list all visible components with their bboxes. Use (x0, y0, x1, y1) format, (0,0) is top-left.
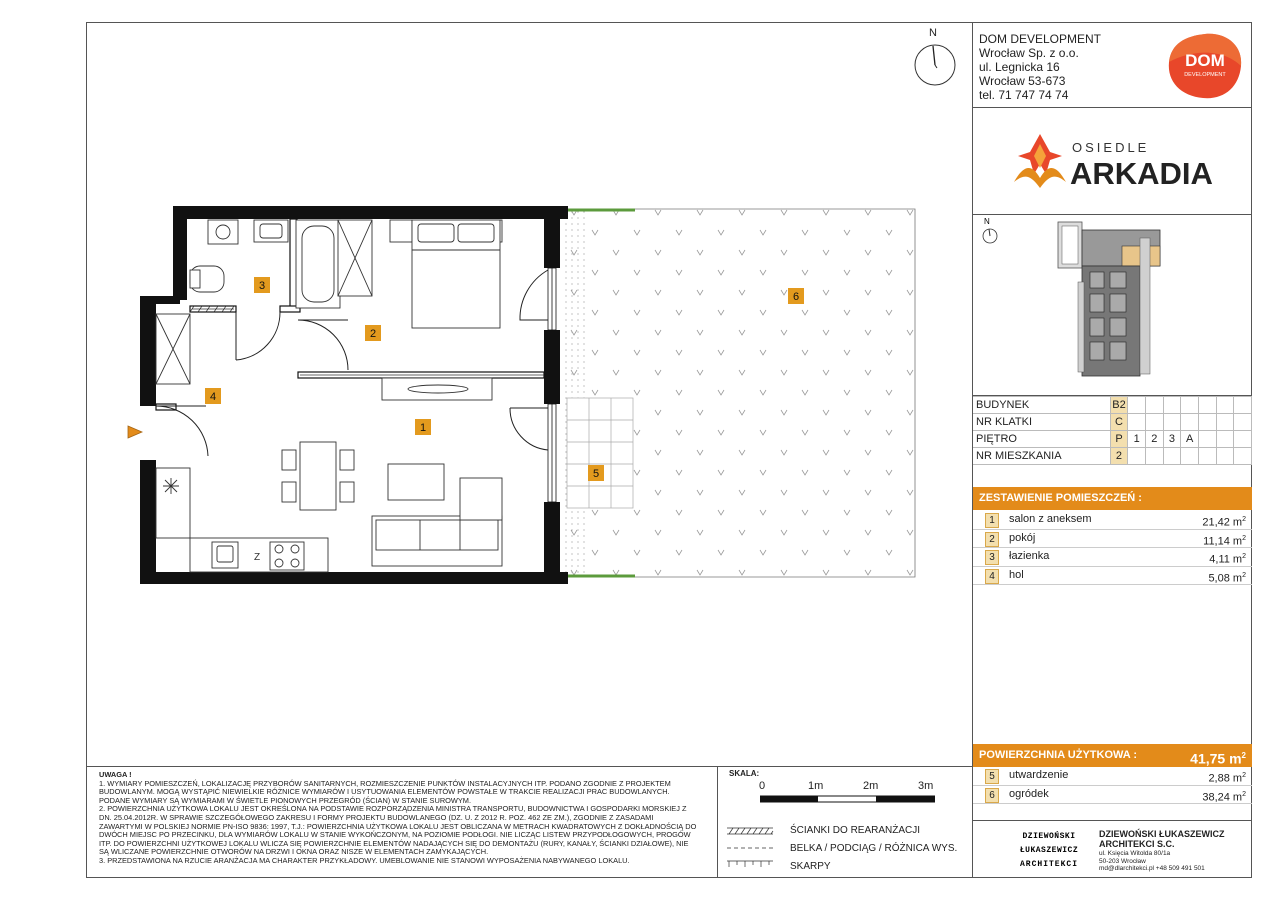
legend-partition: ŚCIANKI DO REARANŻACJI (790, 825, 921, 836)
usable-area-bar (973, 744, 1252, 767)
notes-title: UWAGA ! (99, 770, 132, 779)
rooms-list (973, 511, 1252, 585)
header-divider (972, 107, 1252, 108)
room-row (973, 530, 1252, 549)
svg-text:ARCHITEKCI: ARCHITEKCI (1019, 860, 1079, 869)
floor-option-a: A (1181, 431, 1199, 448)
floor-option-1: 1 (1128, 431, 1146, 448)
hatch-wall-symbol (727, 828, 773, 834)
compass-north-label: N (929, 27, 937, 39)
entrance-arrow-icon (128, 426, 142, 438)
room-label-4-text: 4 (209, 391, 217, 403)
room-number: 4 (985, 569, 999, 584)
room-number: 6 (985, 788, 999, 803)
room-row (973, 548, 1252, 567)
note-1: 1. WYMIARY POMIESZCZEŃ, LOKALIZACJĘ PRZYBORÓW SANITARNYCH, ROZMIESZCZENIE PUNKTÓW INSTALACYJNYCH ITP. PODANO ZGODNIE Z PROJEKTEM BUDOWLANYM. MOGĄ WYSTĄPIĆ NIEWIELKIE RÓŻNICE WYMIARÓW I USYTUOWANIA ELEMENTÓW POWSTAŁE W TRAKCIE REALIZACJI PRAC BUDOWLANYCH. PODANE WYMIARY SĄ WYMIARAMI W ŚWIETLE PIONOWYCH PRZEGRÓD (ŚCIAN) W STANIE SUROWYM. (99, 778, 671, 805)
room-number: 3 (985, 550, 999, 565)
architect-logo (1004, 828, 1094, 870)
dom-logo-subtext: DEVELOPMENT (1184, 72, 1226, 78)
usable-area-label: POWIERZCHNIA UŻYTKOWA : (979, 749, 1138, 761)
terrace-area (567, 398, 633, 508)
apartment-number-label: NR MIESZKANIA (973, 448, 1110, 465)
company-sub: Wrocław Sp. z o.o. (979, 46, 1079, 60)
room-area: 5,08 $m^2$ (1208, 571, 1246, 585)
floor-option-p: P (1110, 431, 1128, 448)
building-value: B2 (1110, 397, 1128, 414)
arkadia-text: ARKADIA (1070, 156, 1213, 191)
room-label-6-text: 6 (792, 291, 800, 303)
apartment-number-row (973, 448, 1252, 465)
note-2: 2. POWIERZCHNIA UŻYTKOWA LOKALU JEST OKREŚLONA NA PODSTAWIE ROZPORZĄDZENIA MINISTRA TRANSPORTU, BUDOWNICTWA I GOSPODARKI MORSKIEJ Z DN. 25.04.2012R. W SPRAWIE SZCZEGÓŁOWEGO ZAKRESU I FORMY PROJEKTU BUDOWLANEGO (DZ. U. Z 2012 R. POZ. 462 ZE ZM.), ZGODNIE Z ZASADAMI ZAWARTYMI W POLSKIEJ NORMIE PN-ISO 9836: 1997, T.J.: POWIERZCHNIA UŻYTKOWA LOKALU JEST OBLICZANA W METRACH KWADRATOWYCH Z DOKŁADNOŚCIĄ DO DWÓCH MIEJSC PO PRZECINKU, DLA WYMIARÓW LOKALU W STANIE WYKOŃCZONYM, NA POZIOMIE PODŁOGI. NIE LICZĄC LISTEW PRZYPODŁOGOWYCH, PROGÓW ITP. DO POWIERZCHNI UŻYTKOWEJ LOKALU WLICZA SIĘ POWIERZCHNIE ELEMENTÓW NADAJĄCYCH SIĘ DO DEMONTAŻU (RURY, KANAŁY, ŚCIANKI DZIAŁOWE), NIE SĄ WLICZANE POWIERZCHNIE OTWORÓW NA DRZWI I OKNA ORAZ NISZE W ELEMENTACH ZAMYKAJĄCYCH. (99, 804, 697, 857)
logo-divider (972, 214, 1252, 215)
room-area: 4,11 $m^2$ (1209, 553, 1246, 566)
dom-development-logo (1165, 30, 1245, 102)
room-label-2-text: 2 (369, 328, 377, 340)
floor-option-3: 3 (1163, 431, 1181, 448)
svg-text:ŁUKASZEWICZ: ŁUKASZEWICZ (1019, 846, 1079, 855)
wardrobe (156, 314, 190, 538)
company-name: DOM DEVELOPMENT (979, 32, 1102, 46)
staircase-label: NR KLATKI (973, 414, 1110, 431)
room-label-5-text: 5 (592, 468, 600, 480)
keyplan-north-label: N (984, 217, 990, 226)
stove-label: Z (254, 552, 261, 563)
scale-tick-2: 2m (863, 780, 879, 792)
fridge-icon (163, 478, 179, 494)
staircase-row (973, 414, 1252, 431)
company-phone: tel. 71 747 74 74 (979, 88, 1069, 102)
extra-areas-list (973, 767, 1252, 804)
room-area: 11,14 $m^2$ (1203, 534, 1246, 548)
rooms-header: ZESTAWIENIE POMIESZCZEŃ : (973, 487, 1252, 510)
room-area: 2,88 $m^2$ (1208, 772, 1246, 785)
company-info (979, 32, 1101, 102)
room-name: ogródek (1009, 787, 1049, 800)
key-plan (978, 216, 1168, 391)
legend-slope: SKARPY (790, 861, 831, 872)
usable-area-value: 41,75 $m^2$ (1190, 750, 1246, 767)
arkadia-flame-icon (1014, 134, 1066, 188)
scale-divider (717, 766, 718, 878)
svg-text:DZIEWOŃSKI: DZIEWOŃSKI (1022, 832, 1076, 841)
armchair-icon (460, 478, 502, 520)
room-row (973, 786, 1252, 805)
room-number: 5 (985, 769, 999, 784)
legend-symbols (727, 826, 777, 870)
apartment-number-value: 2 (1110, 448, 1128, 465)
floor-option-2: 2 (1145, 431, 1163, 448)
scale-tick-1: 1m (808, 780, 824, 792)
room-row (973, 511, 1252, 530)
room-name: łazienka (1009, 550, 1050, 562)
room-row (973, 567, 1252, 586)
room-area: 21,42 $m^2$ (1202, 516, 1246, 529)
legend-beam: BELKA / PODCIĄG / RÓŻNICA WYS. (790, 843, 958, 854)
room-label-1-text: 1 (419, 422, 427, 434)
slope-symbol (727, 861, 773, 867)
apartment-info-table (973, 396, 1252, 465)
company-street: ul. Legnicka 16 (979, 60, 1060, 74)
architect-name: DZIEWOŃSKI ŁUKASZEWICZ ARCHITEKCI S.C. (1099, 829, 1225, 849)
bathroom-fixtures (190, 220, 372, 308)
room-name: utwardzenie (1009, 769, 1069, 781)
company-city: Wrocław 53-673 (979, 74, 1066, 88)
scale-title: SKALA: (729, 769, 760, 778)
scale-bar (760, 795, 935, 803)
dom-logo-text: DOM (1185, 51, 1225, 70)
room-number: 1 (985, 513, 999, 528)
building-row (973, 397, 1252, 414)
room-number: 2 (985, 532, 999, 547)
room-name: salon z aneksem (1009, 513, 1092, 525)
nightstand-icon (390, 220, 412, 242)
room-name: pokój (1009, 531, 1036, 544)
stove-icon (270, 542, 304, 570)
scale-tick-0: 0 (759, 780, 766, 792)
notes-block (99, 771, 699, 866)
note-3: 3. PRZEDSTAWIONA NA RZUCIE ARANŻACJA MA CHARAKTER PRZYKŁADOWY. UMEBLOWANIE NIE STANOWI WYPOSAŻENIA NABYWANEGO LOKALU. (99, 855, 630, 865)
building-label: BUDYNEK (973, 397, 1110, 414)
compass-icon (914, 40, 956, 88)
osiedle-text: OSIEDLE (1072, 140, 1150, 155)
floor-row (973, 431, 1252, 448)
room-label-3-text: 3 (258, 280, 266, 292)
bed (390, 220, 502, 328)
architect-address: ul. Księcia Witolda 80/1a 50-203 Wrocław md@dlarchitekci.pl +48 509 491 501 (1099, 850, 1205, 872)
garden-area (565, 209, 915, 577)
floor-plan (120, 180, 930, 590)
scale-tick-3: 3m (918, 780, 934, 792)
notes-divider (86, 766, 972, 767)
room-name: hol (1009, 568, 1024, 581)
staircase-value: C (1110, 414, 1128, 431)
floor-label: PIĘTRO (973, 431, 1110, 448)
room-row (973, 767, 1252, 786)
dining-table-icon (300, 442, 336, 510)
coffee-table-icon (388, 464, 444, 500)
architect-divider (972, 820, 1252, 821)
osiedle-arkadia-logo (1010, 130, 1230, 195)
room-area: 38,24 $m^2$ (1202, 790, 1246, 804)
